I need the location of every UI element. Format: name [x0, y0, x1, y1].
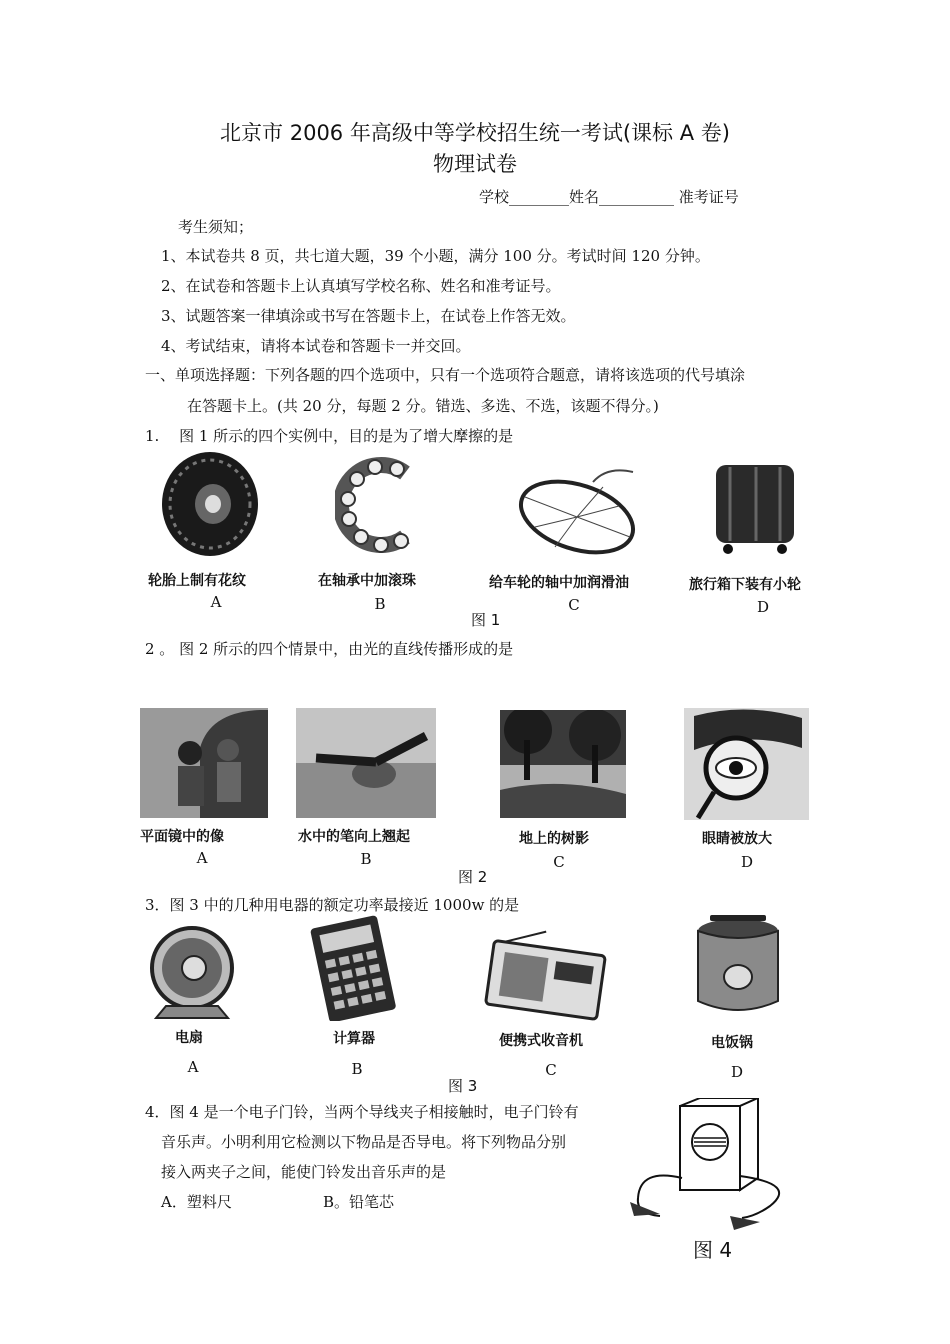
option-caption: 在轴承中加滚珠	[318, 573, 416, 589]
option-caption: 地上的树影	[519, 831, 589, 847]
option-letter: A	[196, 849, 208, 867]
notice-heading: 考生须知；	[178, 218, 254, 236]
notice-item: 3、试题答案一律填涂或书写在答题卡上，在试卷上作答无效。	[161, 307, 576, 325]
option-letter: D	[756, 598, 770, 616]
page-title: 北京市 2006 年高级中等学校招生统一考试(课标 A 卷)	[220, 121, 730, 145]
option-caption: 电扇	[175, 1030, 203, 1046]
question-1-text: 1. 图 1 所示的四个实例中，目的是为了增大摩擦的是	[145, 427, 514, 445]
question-4-text: 4．图 4 是一个电子门铃，当两个导线夹子相接触时，电子门铃有	[145, 1103, 579, 1121]
rice-cooker-image	[688, 915, 788, 1025]
section-instructions: 在答题卡上。(共 20 分，每题 2 分。错选、多选、不选，该题不得分。)	[187, 397, 659, 415]
calculator-image	[305, 915, 401, 1021]
portable-radio-image	[480, 930, 612, 1022]
option-caption: 水中的笔向上翘起	[298, 829, 410, 845]
question-4-text: 接入两夹子之间，能使门铃发出音乐声的是	[161, 1163, 447, 1181]
option-letter: B	[374, 595, 386, 613]
notice-item: 4、考试结束，请将本试卷和答题卡一并交回。	[161, 337, 471, 355]
option-caption: 给车轮的轴中加润滑油	[489, 575, 629, 591]
ball-bearing-image	[335, 455, 435, 555]
answer-option-a: A．塑料尺	[161, 1193, 232, 1211]
figure-3-label: 图 3	[448, 1077, 478, 1095]
option-caption: 计算器	[333, 1031, 375, 1047]
option-letter: D	[740, 853, 754, 871]
option-letter: C	[568, 596, 580, 614]
option-caption: 轮胎上制有花纹	[148, 573, 246, 589]
student-info-fields: 学校________姓名__________ 准考证号	[479, 188, 739, 206]
option-letter: B	[351, 1060, 363, 1078]
option-caption: 平面镜中的像	[140, 829, 224, 845]
magnified-eye-photo	[684, 708, 809, 820]
option-letter: A	[187, 1058, 199, 1076]
option-letter: A	[210, 593, 222, 611]
notice-item: 1、本试卷共 8 页，共七道大题，39 个小题，满分 100 分。考试时间 120 分钟。	[161, 247, 710, 265]
bent-pencil-photo	[296, 708, 436, 818]
page-subtitle: 物理试卷	[433, 152, 517, 176]
option-letter: C	[545, 1061, 557, 1079]
tree-shadow-photo	[500, 710, 626, 818]
bicycle-wheel-image	[515, 462, 645, 557]
tire-image	[155, 448, 265, 558]
question-3-text: 3．图 3 中的几种用电器的额定功率最接近 1000w 的是	[145, 896, 520, 914]
electric-fan-image	[148, 922, 240, 1024]
option-caption: 旅行箱下装有小轮	[689, 577, 801, 593]
question-4-text: 音乐声。小明利用它检测以下物品是否导电。将下列物品分别	[161, 1133, 567, 1151]
answer-option-b: B。铅笔芯	[323, 1193, 395, 1211]
figure-4-label: 图 4	[693, 1238, 733, 1262]
option-caption: 电饭锅	[711, 1035, 753, 1051]
option-letter: B	[360, 850, 372, 868]
electronic-doorbell-image	[630, 1098, 800, 1248]
mirror-image-photo	[140, 708, 268, 818]
option-caption: 便携式收音机	[499, 1033, 583, 1049]
option-letter: C	[553, 853, 565, 871]
notice-item: 2、在试卷和答题卡上认真填写学校名称、姓名和准考证号。	[161, 277, 561, 295]
question-2-text: 2 。 图 2 所示的四个情景中，由光的直线传播形成的是	[145, 640, 514, 658]
figure-1-label: 图 1	[471, 611, 501, 629]
suitcase-image	[708, 455, 803, 555]
option-letter: D	[730, 1063, 744, 1081]
figure-2-label: 图 2	[458, 868, 488, 886]
section-heading: 一、单项选择题：下列各题的四个选项中，只有一个选项符合题意，请将该选项的代号填涂	[145, 366, 746, 384]
option-caption: 眼睛被放大	[702, 831, 772, 847]
